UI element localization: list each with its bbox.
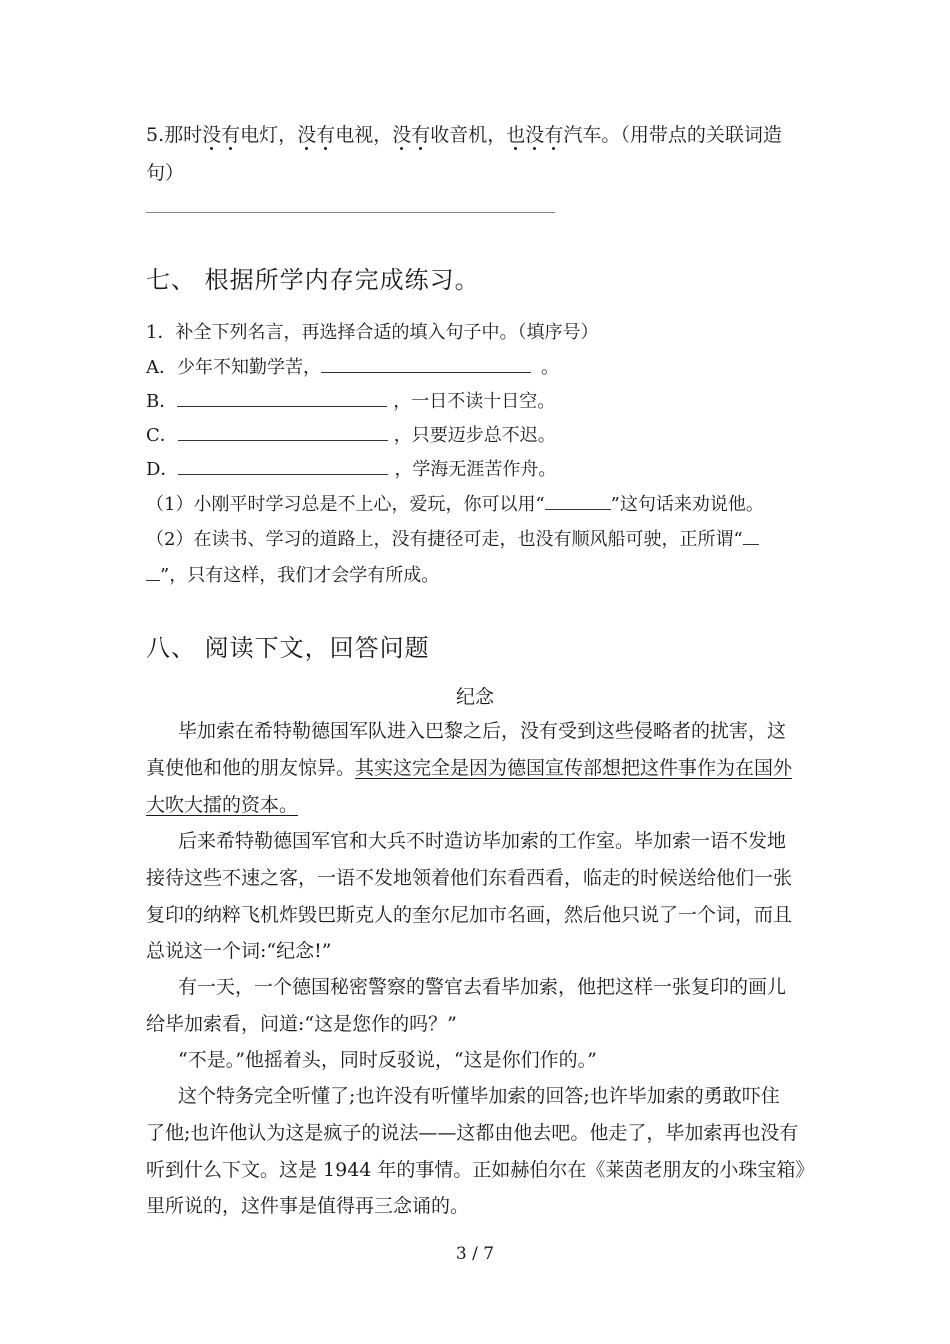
option-text: A．少年不知勤学苦， (146, 357, 321, 378)
fill-blank[interactable] (321, 356, 531, 373)
dotted-char: 没 (392, 120, 411, 147)
dotted-char: 有 (316, 120, 335, 147)
s7-question-1: 1．补全下列名言，再选择合适的填入句子中。（填序号） (146, 322, 599, 343)
q5-text: 汽车。（用带点的关联词造 (563, 124, 782, 146)
answer-line[interactable] (146, 212, 555, 213)
q5-text: 电视， (335, 124, 393, 146)
p5-line2: 了他;也许他认为这是疯子的说法——这都由他去吧。他走了，毕加索再也没有 (146, 1122, 799, 1144)
fill-blank[interactable] (146, 564, 160, 581)
p1-line2 (146, 753, 792, 780)
section-7-title: 七、 根据所学内存完成练习。 (146, 266, 480, 294)
p2-line2: 接待这些不速之客，一语不发地领着他们东看西看，临走的时候送给他们一张 (146, 867, 793, 889)
dotted-char: 有 (221, 120, 240, 147)
dotted-char: 没 (297, 120, 316, 147)
fill-blank[interactable] (178, 424, 388, 441)
option-text: 。 (541, 357, 559, 378)
dotted-char: 没 (525, 120, 544, 147)
sentence-text: （1）小刚平时学习总是不上心，爱玩，你可以用“ (146, 494, 545, 515)
section-8-title: 八、 阅读下文，回答问题 (146, 634, 430, 662)
option-text: C． (146, 425, 178, 446)
article-title: 纪念 (455, 686, 494, 708)
p2-line1: 后来希特勒德国军官和大兵不时造访毕加索的工作室。毕加索一语不发地 (178, 830, 787, 852)
q5-text: 收音机， (430, 124, 507, 146)
q5-line2: 句） (146, 162, 185, 184)
option-text: D． (146, 459, 179, 480)
q5-line1 (146, 120, 782, 147)
s7-sentence-2-line1 (146, 525, 759, 551)
paragraph-text: 真使他和他的朋友惊异。 (146, 757, 356, 779)
p3-line2: 给毕加索看，问道:“这是您作的吗？” (146, 1013, 457, 1035)
p2-line4: 总说这一个词:“纪念!” (146, 940, 332, 962)
s7-option-d (146, 455, 556, 481)
s7-sentence-2-line2 (146, 561, 439, 587)
option-text: ，学海无涯苦作舟。 (394, 459, 557, 480)
fill-blank[interactable] (545, 493, 611, 510)
dotted-char: 有 (544, 120, 563, 147)
fill-blank[interactable] (177, 390, 387, 407)
option-text: B． (146, 391, 178, 412)
fill-blank[interactable] (743, 528, 759, 545)
page-number: 3 / 7 (455, 1244, 495, 1264)
underlined-text: 其实这完全是因为德国宣传部想把这件事作为在国外 (355, 757, 793, 779)
option-text: ，只要迈步总不迟。 (393, 425, 556, 446)
dotted-char: 有 (411, 120, 430, 147)
p2-line3: 复印的纳粹飞机炸毁巴斯克人的奎尔尼加市名画，然后他只说了一个词，而且 (146, 904, 793, 926)
s7-sentence-1 (146, 490, 764, 516)
option-text: ，一日不读十日空。 (393, 391, 556, 412)
p4-line1: “不是。”他摇着头，同时反驳说，“这是你们作的。” (178, 1049, 597, 1071)
sentence-text: ”这句话来劝说他。 (610, 494, 764, 515)
q5-text: 电灯， (240, 124, 298, 146)
q5-text: 5.那时 (146, 124, 203, 146)
p1-line1: 毕加索在希特勒德国军队进入巴黎之后，没有受到这些侵略者的扰害，这 (178, 720, 787, 742)
p5-line3: 听到什么下文。这是 1944 年的事情。正如赫伯尔在《莱茵老朋友的小珠宝箱》 (146, 1159, 815, 1181)
dotted-char: 没 (202, 120, 221, 147)
fill-blank[interactable] (178, 458, 388, 475)
s7-option-c (146, 421, 556, 447)
p5-line4: 里所说的，这件事是值得再三念诵的。 (146, 1195, 470, 1217)
dotted-char: 也 (506, 120, 525, 147)
s7-option-a (146, 353, 559, 379)
p1-line3-underlined: 大吹大擂的资本。 (146, 794, 299, 816)
p3-line1: 有一天，一个德国秘密警察的警官去看毕加索，他把这样一张复印的画儿 (178, 976, 787, 998)
s7-option-b (146, 387, 555, 413)
sentence-text: ”，只有这样，我们才会学有所成。 (160, 565, 440, 586)
p5-line1: 这个特务完全听懂了;也许没有听懂毕加索的回答;也许毕加索的勇敢吓住 (178, 1085, 780, 1107)
sentence-text: （2）在读书、学习的道路上，没有捷径可走，也没有顺风船可驶，正所谓“ (146, 529, 743, 550)
